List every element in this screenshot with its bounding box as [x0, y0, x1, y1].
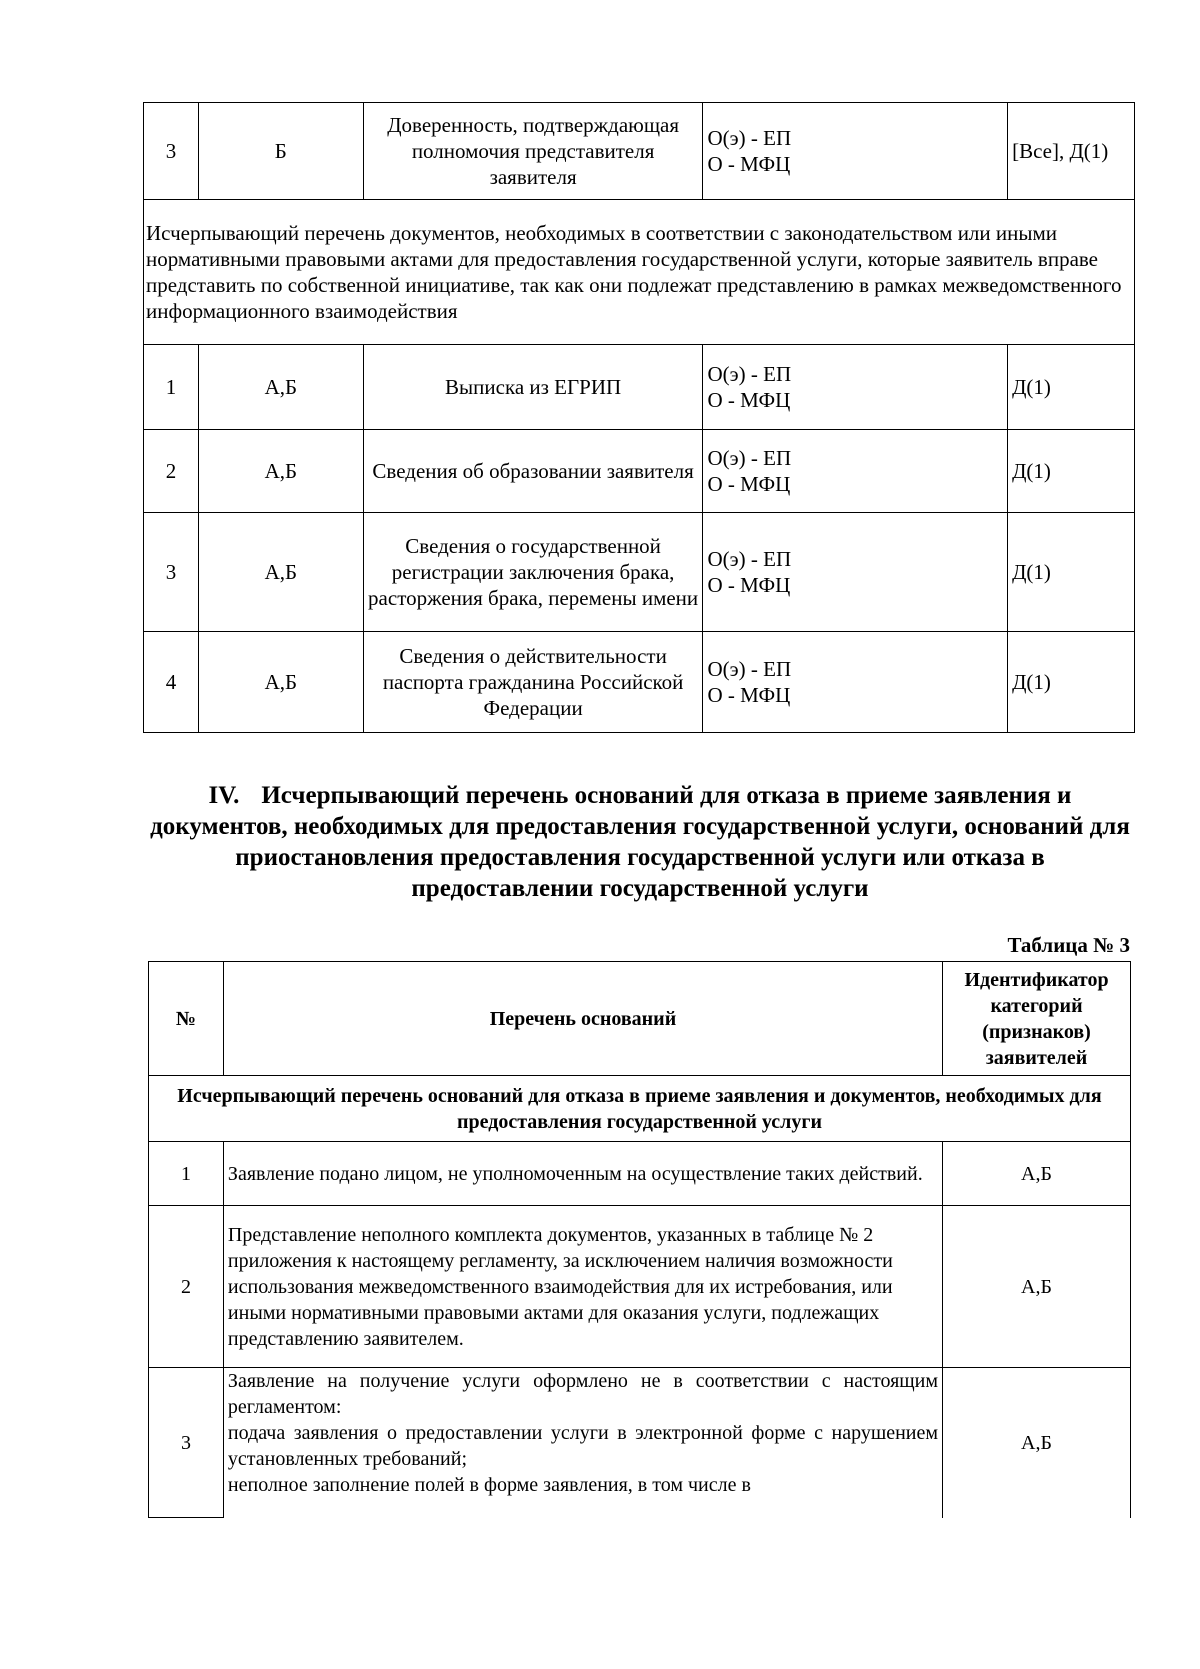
- table-row: [144, 103, 1135, 200]
- intro-cell: Исчерпывающий перечень документов, необходимых в соответствии с законодательством или иными нормативными правовыми актами для предоставления государственной услуги, которые заявитель вправе представить по собственной инициативе, так как они подлежат представлению в рамках межведомственного информационного взаимодействия: [144, 200, 1135, 345]
- ground-text-line: Заявление на получение услуги оформлено не в соответствии с настоящим регламентом:: [227, 1370, 939, 1418]
- submission-form-cell: [703, 430, 1008, 513]
- submission-form-cell: [703, 103, 1008, 200]
- ground-text-cell: [223, 1368, 942, 1518]
- category-cell: А,Б: [198, 632, 363, 733]
- form-line-electronic: О(э) - ЕП: [707, 446, 792, 470]
- table-row: [144, 430, 1135, 513]
- form-line-electronic: О(э) - ЕП: [707, 362, 792, 386]
- form-line-mfc: О - МФЦ: [707, 683, 791, 707]
- subheader-cell: Исчерпывающий перечень оснований для отказа в приеме заявления и документов, необходимых для предоставления государственной услуги: [149, 1076, 1131, 1142]
- category-cell: А,Б: [198, 345, 363, 430]
- row-number: 2: [144, 430, 199, 513]
- header-grounds-list: Перечень оснований: [223, 962, 942, 1076]
- form-line-electronic: О(э) - ЕП: [707, 126, 792, 150]
- header-identifier: Идентификатор категорий (признаков) заявителей: [943, 962, 1131, 1076]
- document-name-cell: Выписка из ЕГРИП: [363, 345, 703, 430]
- table-label: Таблица № 3: [1007, 933, 1130, 957]
- table-row: [149, 1368, 1131, 1518]
- document-name-cell: Сведения о действительности паспорта гражданина Российской Федерации: [363, 632, 703, 733]
- identifier-cell: А,Б: [943, 1206, 1131, 1368]
- document-name-cell: Доверенность, подтверждающая полномочия представителя заявителя: [363, 103, 703, 200]
- row-number: 3: [144, 103, 199, 200]
- section-number: IV.: [208, 782, 240, 809]
- document-name-cell: Сведения об образовании заявителя: [363, 430, 703, 513]
- table-row: [149, 1206, 1131, 1368]
- table-row: [144, 200, 1135, 345]
- form-line-mfc: О - МФЦ: [707, 152, 791, 176]
- table-row: [149, 1076, 1131, 1142]
- form-line-electronic: О(э) - ЕП: [707, 547, 792, 571]
- category-cell: А,Б: [198, 513, 363, 632]
- identifier-cell: А,Б: [943, 1368, 1131, 1518]
- row-number: 4: [144, 632, 199, 733]
- submission-form-cell: [703, 632, 1008, 733]
- grounds-table: [148, 961, 1131, 1518]
- row-number: 3: [144, 513, 199, 632]
- ground-text-cell: Заявление подано лицом, не уполномоченным на осуществление таких действий.: [223, 1142, 942, 1206]
- row-number: 3: [149, 1368, 224, 1518]
- row-number: 1: [149, 1142, 224, 1206]
- form-line-mfc: О - МФЦ: [707, 472, 791, 496]
- form-line-mfc: О - МФЦ: [707, 573, 791, 597]
- section-title: Исчерпывающий перечень оснований для отказа в приеме заявления и документов, необходимых для предоставления государственной услуги, оснований для приостановления предоставления государственной услуги или отказа в предоставлении государственной услуги: [150, 782, 1130, 902]
- table-row: [144, 632, 1135, 733]
- header-number: №: [149, 962, 224, 1076]
- submission-form-cell: [703, 513, 1008, 632]
- table-row: [144, 345, 1135, 430]
- identifier-cell: Д(1): [1008, 345, 1135, 430]
- identifier-cell: Д(1): [1008, 430, 1135, 513]
- form-line-mfc: О - МФЦ: [707, 388, 791, 412]
- row-number: 2: [149, 1206, 224, 1368]
- form-line-electronic: О(э) - ЕП: [707, 657, 792, 681]
- document-name-cell: Сведения о государственной регистрации заключения брака, расторжения брака, перемены имени: [363, 513, 703, 632]
- table-row: [149, 1142, 1131, 1206]
- category-cell: Б: [198, 103, 363, 200]
- documents-table: [143, 102, 1135, 733]
- section-heading: [150, 780, 1130, 904]
- ground-text-line: неполное заполнение полей в форме заявления, в том числе в: [227, 1474, 751, 1496]
- identifier-cell: [Все], Д(1): [1008, 103, 1135, 200]
- identifier-cell: А,Б: [943, 1142, 1131, 1206]
- ground-text-line: подача заявления о предоставлении услуги в электронной форме с нарушением установленных требований;: [227, 1422, 939, 1470]
- table-header-row: [149, 962, 1131, 1076]
- category-cell: А,Б: [198, 430, 363, 513]
- identifier-cell: Д(1): [1008, 632, 1135, 733]
- ground-text-cell: Представление неполного комплекта документов, указанных в таблице № 2 приложения к настоящему регламенту, за исключением наличия возможности использования межведомственного взаимодействия для их истребования, или иными нормативными правовыми актами для оказания услуги, подлежащих представлению заявителем.: [223, 1206, 942, 1368]
- submission-form-cell: [703, 345, 1008, 430]
- row-number: 1: [144, 345, 199, 430]
- table-row: [144, 513, 1135, 632]
- identifier-cell: Д(1): [1008, 513, 1135, 632]
